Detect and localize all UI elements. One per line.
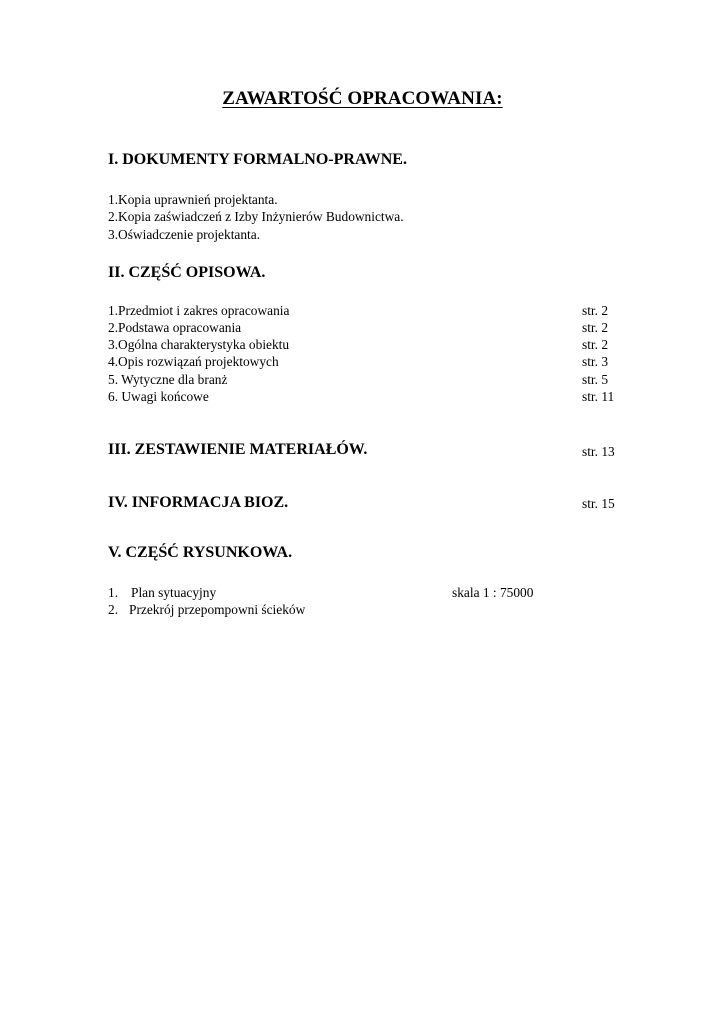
section-2-item-page: str. 2 — [582, 303, 609, 318]
section-2-item-label: 6. Uwagi końcowe — [108, 389, 209, 404]
drawing-list-item — [108, 584, 216, 601]
section-1-item: 1.Kopia uprawnień projektanta. — [108, 192, 278, 207]
drawing-item-label: Przekrój przepompowni ścieków — [129, 602, 306, 617]
section-2-item-page: str. 2 — [582, 320, 609, 335]
section-2-item-page: str. 2 — [582, 337, 609, 352]
section-2-item-label: 3.Ogólna charakterystyka obiektu — [108, 337, 290, 352]
section-1-item: 2.Kopia zaświadczeń z Izby Inżynierów Budownictwa. — [108, 209, 404, 224]
drawing-list-item — [108, 601, 305, 618]
section-1-item: 3.Oświadczenie projektanta. — [108, 227, 261, 242]
section-1-heading: I. DOKUMENTY FORMALNO-PRAWNE. — [108, 151, 407, 168]
drawing-item-number: 2. — [108, 602, 119, 617]
drawing-item-number: 1. — [108, 585, 119, 600]
section-3-heading: III. ZESTAWIENIE MATERIAŁÓW. — [108, 441, 368, 458]
document-title: ZAWARTOŚĆ OPRACOWANIA: — [222, 88, 503, 109]
section-4-page: str. 15 — [582, 496, 615, 511]
section-2-item-label: 2.Podstawa opracowania — [108, 320, 242, 335]
section-2-item-page: str. 5 — [582, 372, 609, 387]
drawing-item-label: Plan sytuacyjny — [131, 585, 217, 600]
section-2-item-page: str. 11 — [582, 389, 615, 404]
section-2-item-label: 4.Opis rozwiązań projektowych — [108, 354, 279, 369]
section-2-heading: II. CZĘŚĆ OPISOWA. — [108, 264, 266, 281]
section-2-item-label: 5. Wytyczne dla branż — [108, 372, 228, 387]
section-2-item-page: str. 3 — [582, 354, 609, 369]
drawing-item-scale: skala 1 : 75000 — [452, 585, 534, 600]
section-3-page: str. 13 — [582, 444, 615, 459]
section-2-item-label: 1.Przedmiot i zakres opracowania — [108, 303, 290, 318]
section-5-heading: V. CZĘŚĆ RYSUNKOWA. — [108, 544, 293, 561]
section-4-heading: IV. INFORMACJA BIOZ. — [108, 494, 289, 511]
